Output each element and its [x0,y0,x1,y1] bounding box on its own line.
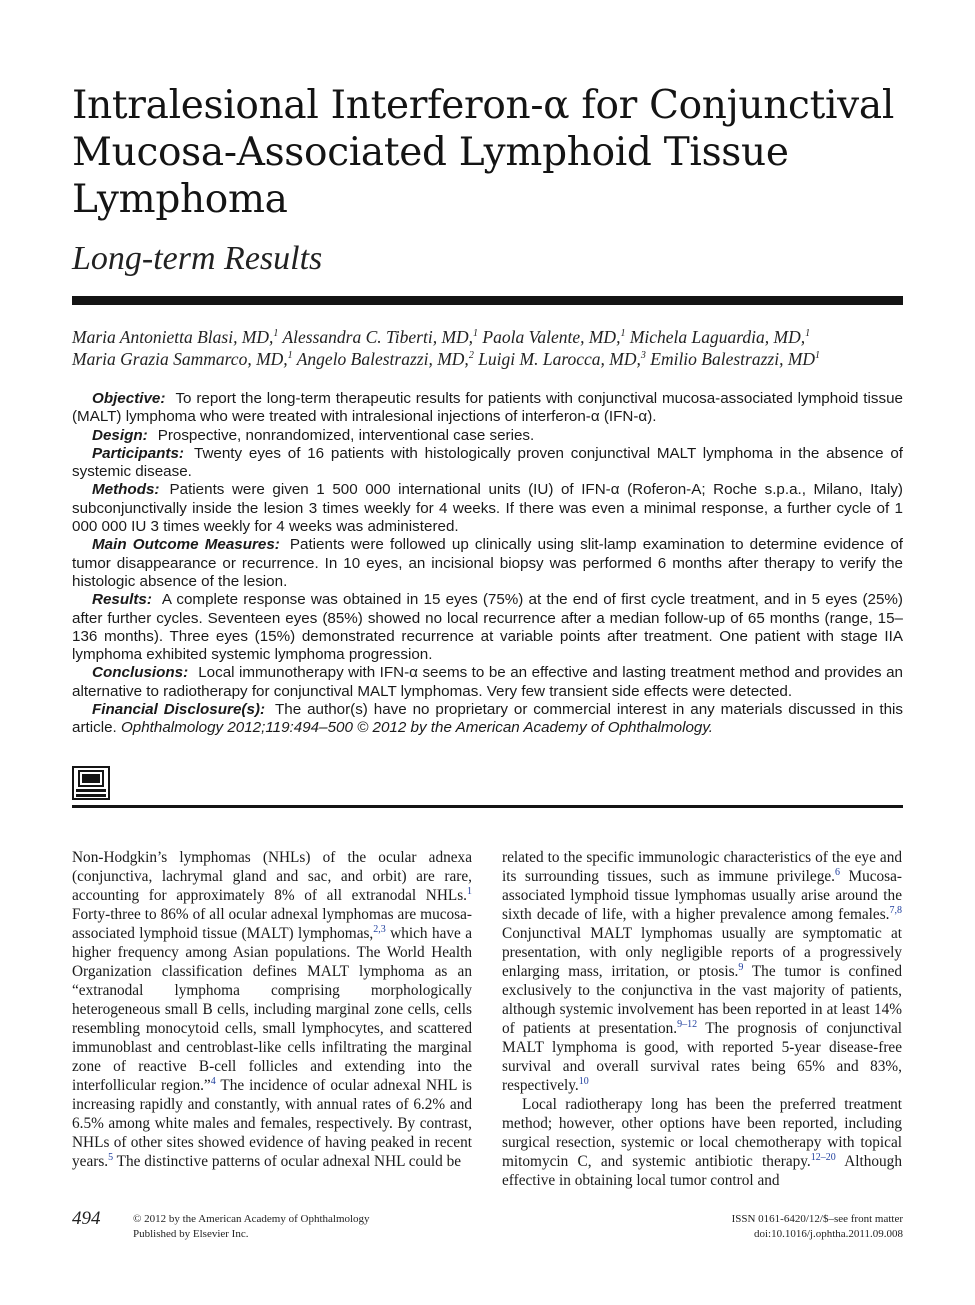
section-label: Participants: [92,444,184,462]
section-text: Patients were followed up clinically using slit-lamp examination to determine evidence of tumor disappearance or recurrence. In 10 eyes, an incisional biopsy was performed 6 months after therapy to verify the histologic absence of the lesion. [72,536,903,590]
section-text: Local immunotherapy with IFN-α seems to be an effective and lasting treatment method and provides an alternative to radiotherapy for conjunctival MALT lymphomas. Very few transient side effects were detected. [72,664,903,700]
author-affiliation: 1 [473,328,479,340]
author-affiliation: 3 [640,350,646,362]
reference-link[interactable]: 12–20 [810,1151,836,1163]
abstract-objective [72,390,903,427]
body-column-right [502,848,902,1190]
section-label: Objective: [92,390,166,407]
author-affiliation: 1 [287,350,293,362]
abstract-conclusions [72,664,903,701]
abstract-results [72,591,903,664]
computer-icon [72,766,110,800]
body-column-left [72,848,472,1171]
publisher-line: Published by Elsevier Inc. [133,1228,249,1240]
issn-block [732,1212,903,1242]
author-affiliation: 1 [620,328,626,340]
author-affiliation: 1 [805,328,811,340]
abstract-methods [72,481,903,536]
section-label: Main Outcome Measures: [92,536,280,554]
journal-citation: Ophthalmology 2012;119:494–500 © 2012 by the American Academy of Ophthalmology. [120,719,714,737]
reference-link[interactable]: 2,3 [373,923,386,935]
body-paragraph: related to the specific immunologic characteristics of the eye and its surrounding tissues, such as immune privilege.$^6$ Mucosa-associated lymphoid tissue lymphomas usually arise around the sixth decade of life, with a higher prevalence among females.$^{7,8}$ Conjunctival MALT lymphomas usually are symptomatic at presentation, with only negligible reports of a progressively enlarging mass, irritation, or ptosis.$^9$ The tumor is confined exclusively to the conjunctiva in the vast majority of patients, although systemic involvement has been reported in at least 14% of patients at presentation.$^{9-12}$ The prognosis of conjunctival MALT lymphoma is good, with reported 5-year disease-free survival and overall survival rates being 65% and 83%, respectively.$^{10}$ [502,849,903,1094]
author-affiliation: 2 [468,350,474,362]
header-rule [72,296,903,305]
author: Luigi M. Larocca, MD, [478,349,641,369]
abstract-financial-disclosure [72,701,903,738]
author: Maria Antonietta Blasi, MD, [72,327,274,347]
section-label: Results: [92,591,152,609]
abstract-rule [72,805,903,808]
author-affiliation: 1 [273,328,279,340]
abstract-outcome-measures [72,536,903,591]
section-label: Design: [92,426,148,444]
section-label: Financial Disclosure(s): [92,701,266,719]
reference-link[interactable]: 5 [108,1151,114,1163]
doi-line[interactable]: doi:10.1016/j.ophtha.2011.09.008 [753,1228,903,1240]
page-number: 494 [72,1208,101,1229]
author-list [72,326,903,370]
author: Michela Laguardia, MD, [629,327,806,347]
copyright-line: © 2012 by the American Academy of Ophthalmology [133,1213,370,1225]
reference-link[interactable]: 9–12 [677,1018,698,1030]
abstract-participants [72,445,903,482]
body-paragraph: Non-Hodgkin’s lymphomas (NHLs) of the ocular adnexa (conjunctiva, lachrymal gland and sac, and orbit) are rare, accounting for approximately 8% of all extranodal NHLs.$^1$ Forty-three to 86% of all ocular adnexal lymphomas are mucosa-associated lymphoid tissue (MALT) lymphomas,$^{2,3}$ which have a higher frequency among Asian populations. The World Health Organization classification defines MALT lymphoma as an “extranodal lymphoma comprising morphologically heterogeneous small B cells, including marginal zone cells, cells resembling monocytoid cells, small lymphocytes, and scattered immunoblast and centroblast-like cells infiltrating the marginal zone of reactive B-cell follicles and extending into the interfollicular region.”$^4$ The incidence of ocular adnexal NHL is increasing rapidly and constantly, with annual rates of 6.2% and 6.5% among white males and females, respectively. By contrast, NHLs of other sites showed evidence of having peaked in recent years.$^5$ The distinctive patterns of ocular adnexal NHL could be [72,849,473,1170]
abstract [72,390,903,738]
section-text: To report the long-term therapeutic results for patients with conjunctival mucosa-associated lymphoid tissue (MALT) lymphoma who were treated with intralesional injections of interferon-α (IFN-α). [72,390,903,426]
issn-line: ISSN 0161-6420/12/$–see front matter [731,1213,903,1225]
article-subtitle: Long-term Results [72,240,323,277]
reference-link[interactable]: 7,8 [889,904,902,916]
abstract-design [72,427,903,445]
section-label: Methods: [92,481,160,499]
reference-link[interactable]: 9 [738,961,744,973]
author: Maria Grazia Sammarco, MD, [72,349,288,369]
reference-link[interactable]: 6 [834,866,840,878]
copyright-block [133,1212,370,1242]
body-paragraph: Local radiotherapy long has been the preferred treatment method; however, other options have been reported, including surgical resection, systemic or local chemotherapy with topical mitomycin C, and systemic antibiotic therapy.$^{12-20}$ Although effective in obtaining local tumor control and [502,1096,902,1189]
author-affiliation: 1 [815,350,821,362]
author: Emilio Balestrazzi, MD [650,349,816,369]
reference-link[interactable]: 1 [467,885,472,897]
section-text: The author(s) have no proprietary or commercial interest in any materials discussed in this article. [72,701,903,737]
section-text: A complete response was obtained in 15 eyes (75%) at the end of first cycle treatment, and in 5 eyes (25%) after further cycles. Seventeen eyes (85%) showed no local recurrence after a median follow-up of 65 months (range, 15–136 months). Three eyes (15%) demonstrated recurrence at variable points after treatment. One patient with stage IIA lymphoma exhibited systemic lymphoma progression. [72,591,903,664]
reference-link[interactable]: 4 [210,1075,216,1087]
section-text: Twenty eyes of 16 patients with histologically proven conjunctival MALT lymphoma in the absence of systemic disease. [72,444,903,481]
article-title: Intralesional Interferon-α for Conjunctival Mucosa-Associated Lymphoid Tissue Lymphoma [72,83,895,222]
section-label: Conclusions: [92,664,189,682]
author: Alessandra C. Tiberti, MD, [282,327,474,347]
section-text: Prospective, nonrandomized, interventional case series. [157,426,535,444]
author: Paola Valente, MD, [482,327,621,347]
section-text: Patients were given 1 500 000 international units (IU) of IFN-α (Roferon-A; Roche s.p.a., Milano, Italy) subconjunctivally inside the lesion 3 times weekly for 4 weeks. If there was even a minimal response, a further cycle of 1 000 000 IU 3 times weekly for 4 weeks was administered. [72,481,903,536]
author: Angelo Balestrazzi, MD, [296,349,469,369]
reference-link[interactable]: 10 [578,1075,589,1087]
